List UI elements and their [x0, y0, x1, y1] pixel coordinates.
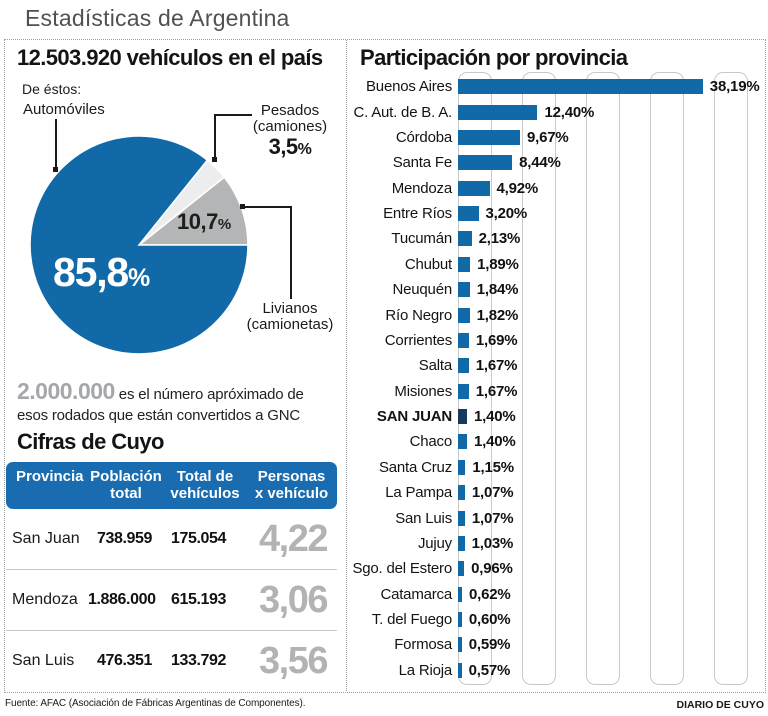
bar-value: 1,03% [471, 534, 514, 552]
bar-value: 0,96% [471, 560, 513, 578]
bar-label: C. Aut. de B. A. [353, 103, 452, 121]
bar [458, 511, 465, 526]
participation-bar-chart [346, 72, 767, 685]
bar-value: 12,40% [544, 103, 595, 121]
bar-label: Tucumán [391, 230, 452, 248]
cell-vehiculos: 175.054 [170, 530, 226, 547]
percent-sign: % [128, 264, 150, 292]
cell-vehiculos: 133.792 [170, 652, 226, 669]
livianos-label-line1: Livianos [262, 300, 318, 317]
bar [458, 561, 464, 576]
bar-label: T. del Fuego [371, 611, 452, 629]
bar-label: SAN JUAN [376, 408, 452, 426]
bar [458, 206, 479, 221]
bar [458, 612, 462, 627]
table-row [6, 570, 337, 631]
bar-row [346, 125, 767, 150]
bar-row [346, 201, 767, 226]
bar-value: 1,89% [477, 255, 519, 273]
bar-value: 0,60% [468, 611, 511, 629]
pesados-label [243, 103, 337, 158]
bar [458, 409, 467, 424]
automoviles-value-number: 85,8 [53, 249, 128, 295]
bar-row [346, 252, 767, 277]
bar-label: Río Negro [385, 306, 452, 324]
bar-label: Sgo. del Estero [352, 560, 452, 578]
bar-row [346, 379, 767, 404]
cell-poblacion: 738.959 [96, 530, 152, 547]
bar-label: Chubut [404, 255, 452, 273]
column-header: Población total [90, 468, 162, 502]
cell-provincia: Mendoza [12, 591, 78, 608]
cuyo-table-body [6, 509, 337, 691]
bar [458, 358, 469, 373]
pesados-value-number: 3,5 [268, 134, 298, 159]
column-header: Provincia [16, 468, 84, 485]
bar-label: Córdoba [395, 128, 452, 146]
bar-value: 4,92% [496, 179, 539, 197]
bar [458, 485, 465, 500]
publisher-credit: DIARIO DE CUYO [676, 699, 764, 711]
percent-sign: % [217, 216, 231, 233]
bar-label: Chaco [409, 433, 452, 451]
livianos-label-line2: (camionetas) [246, 316, 334, 333]
bar-row [346, 277, 767, 302]
bar-label: Corrientes [384, 331, 452, 349]
gnc-text-line1: es el número apróximado de [114, 386, 304, 403]
bar [458, 130, 520, 145]
bar [458, 282, 470, 297]
bar-label: Buenos Aires [366, 78, 452, 96]
bar-row [346, 658, 767, 683]
bar-row [346, 99, 767, 124]
cell-personas-x-vehiculo: 3,56 [259, 639, 327, 682]
bar-value: 1,69% [475, 331, 518, 349]
cell-provincia: San Juan [12, 530, 80, 547]
bar-label: La Pampa [385, 484, 452, 502]
bar-label: Formosa [394, 636, 452, 654]
bar [458, 536, 465, 551]
automoviles-value [53, 249, 149, 296]
bar [458, 434, 467, 449]
bar-value: 0,62% [468, 585, 511, 603]
bar-row [346, 404, 767, 429]
bar-label: Neuquén [392, 281, 452, 299]
bar-row [346, 607, 767, 632]
source-note: Fuente: AFAC (Asociación de Fábricas Argentinas de Componentes). [5, 698, 306, 709]
pesados-pointer-line-v [214, 114, 216, 159]
livianos-pointer-line-h [242, 206, 291, 208]
bar-value: 3,20% [485, 205, 528, 223]
bar-label: Jujuy [417, 534, 452, 552]
bar-value: 1,82% [476, 306, 519, 324]
pie-chart [29, 135, 249, 355]
gnc-number: 2.000.000 [17, 378, 115, 404]
bar-row [346, 556, 767, 581]
bar-row [346, 480, 767, 505]
bar-label: Santa Fe [392, 154, 452, 172]
bar-row [346, 226, 767, 251]
bar-row [346, 353, 767, 378]
bar-value: 1,40% [473, 433, 516, 451]
cell-provincia: San Luis [12, 652, 75, 669]
pesados-pointer-dot [212, 157, 217, 162]
column-header: Personas x vehículo [254, 468, 329, 502]
bar-value: 1,15% [472, 458, 514, 476]
bar-value: 1,67% [475, 357, 518, 375]
livianos-label [243, 301, 337, 333]
automoviles-pointer-dot [53, 167, 58, 172]
bar-row [346, 455, 767, 480]
pesados-label-line2: (camiones) [252, 118, 328, 135]
bar-value: 1,67% [475, 382, 518, 400]
bar [458, 587, 462, 602]
vehicles-total-heading: 12.503.920 vehículos en el país [17, 45, 323, 70]
bar-value: 38,19% [709, 78, 760, 96]
bar-label: Salta [418, 357, 452, 375]
bar-row [346, 429, 767, 454]
bar [458, 460, 465, 475]
bar [458, 308, 470, 323]
bar-value: 0,59% [468, 636, 511, 654]
bar-value: 1,40% [473, 408, 516, 426]
gnc-text-line2: esos rodados que están convertidos a GNC [17, 407, 300, 424]
bar-row [346, 150, 767, 175]
percent-sign: % [297, 141, 312, 158]
bar [458, 384, 469, 399]
bar [458, 663, 462, 678]
bar-row [346, 302, 767, 327]
bar [458, 231, 472, 246]
livianos-value-number: 10,7 [177, 209, 218, 234]
bar [458, 257, 470, 272]
bar-value: 0,57% [468, 661, 511, 679]
bar [458, 637, 462, 652]
cell-poblacion: 476.351 [96, 652, 152, 669]
page-title: Estadísticas de Argentina [25, 5, 290, 31]
automoviles-label: Automóviles [23, 101, 105, 118]
bar-row [346, 632, 767, 657]
table-row [6, 509, 337, 570]
bar-row [346, 531, 767, 556]
bar-value: 8,44% [519, 154, 561, 172]
bar-label: La Rioja [398, 661, 452, 679]
cuyo-table [6, 462, 337, 691]
livianos-value [177, 209, 231, 235]
participation-heading: Participación por provincia [360, 45, 628, 70]
bar-row [346, 505, 767, 530]
bar [458, 79, 703, 94]
cell-vehiculos: 615.193 [170, 591, 226, 608]
bar-label: Entre Ríos [383, 205, 452, 223]
bar-label: Catamarca [380, 585, 452, 603]
bar-value: 2,13% [478, 230, 521, 248]
bar [458, 181, 490, 196]
bar-row [346, 328, 767, 353]
cell-personas-x-vehiculo: 4,22 [259, 517, 327, 560]
bar-value: 1,07% [471, 484, 514, 502]
automoviles-pointer-line [55, 119, 57, 168]
cell-poblacion: 1.886.000 [88, 591, 156, 608]
bar-chart-rows [346, 74, 767, 683]
column-header: Total de vehículos [170, 468, 240, 502]
bar-value: 1,07% [471, 509, 514, 527]
table-row [6, 631, 337, 691]
gnc-note [17, 378, 347, 426]
bar-label: Mendoza [391, 179, 452, 197]
pesados-value [243, 134, 337, 159]
bar-value: 1,84% [476, 281, 519, 299]
bar-row [346, 582, 767, 607]
bar-label: San Luis [395, 509, 452, 527]
vehicles-subheading: De éstos: [22, 81, 82, 97]
bar-label: Misiones [394, 382, 452, 400]
bar-label: Santa Cruz [378, 458, 452, 476]
livianos-pointer-line-v [290, 206, 292, 299]
bar-row [346, 176, 767, 201]
bar-row [346, 74, 767, 99]
cuyo-heading: Cifras de Cuyo [17, 429, 164, 454]
pesados-label-line1: Pesados [260, 102, 320, 119]
bar [458, 333, 469, 348]
cuyo-table-header [6, 462, 337, 509]
bar-value: 9,67% [526, 128, 569, 146]
bar [458, 155, 512, 170]
cell-personas-x-vehiculo: 3,06 [259, 578, 327, 621]
bar [458, 105, 537, 120]
